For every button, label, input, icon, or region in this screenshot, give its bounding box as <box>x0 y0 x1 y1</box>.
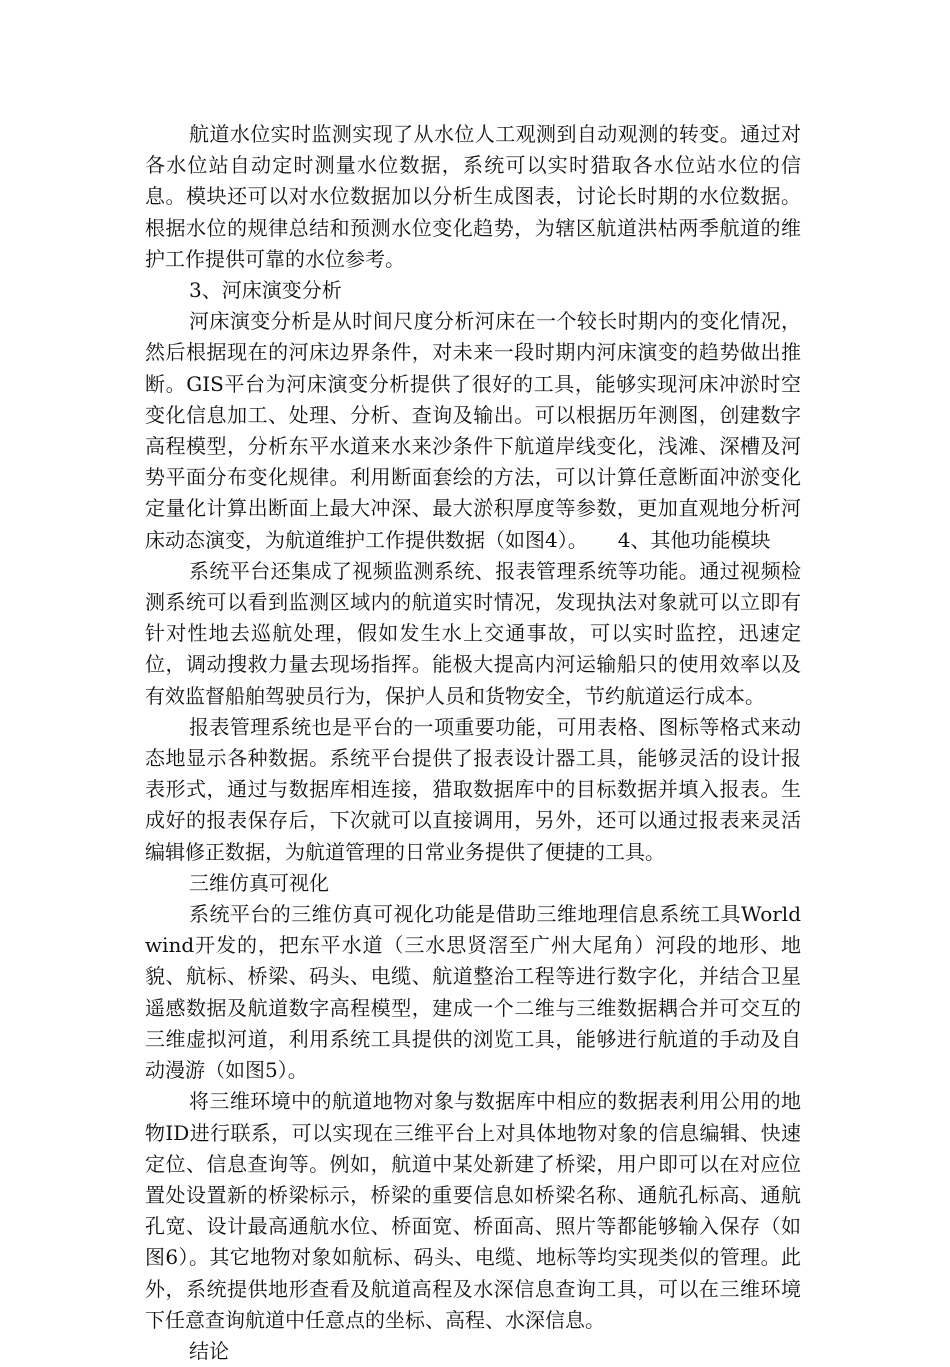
paragraph-video-monitoring: 系统平台还集成了视频监测系统、报表管理系统等功能。通过视频检测系统可以看到监测区域内的航道实时情况，发现执法对象就可以立即有针对性地去巡航处理，假如发生水上交通事故，可以实时监控，迅速定位，调动搜救力量去现场指挥。能极大提高内河运输船只的使用效率以及有效监督船舶驾驶员行为，保护人员和货物安全，节约航道运行成本。 <box>145 558 801 708</box>
document-body <box>145 119 801 1367</box>
paragraph-object-linking: 将三维环境中的航道地物对象与数据库中相应的数据表利用公用的地物ID进行联系，可以实现在三维平台上对具体地物对象的信息编辑、快速定位、信息查询等。例如，航道中某处新建了桥梁，用户即可以在对应位置处设置新的桥梁标示，桥梁的重要信息如桥梁名称、通航孔标高、通航孔宽、设计最高通航水位、桥面宽、桥面高、照片等都能够输入保存（如图6）。其它地物对象如航标、码头、电缆、地标等均实现类似的管理。此外，系统提供地形查看及航道高程及水深信息查询工具，可以在三维环境下任意查询航道中任意点的坐标、高程、水深信息。 <box>145 1089 801 1332</box>
section-heading-3d-visualization: 三维仿真可视化 <box>189 870 329 895</box>
section-heading-conclusion: 结论 <box>189 1338 229 1363</box>
paragraph-3d-simulation: 系统平台的三维仿真可视化功能是借助三维地理信息系统工具World wind开发的，把东平水道（三水思贤滘至广州大尾角）河段的地形、地貌、航标、桥梁、码头、电缆、航道整治工程等进行数字化，并结合卫星遥感数据及航道数字高程模型，建成一个二维与三维数据耦合并可交互的三维虚拟河道，利用系统工具提供的浏览工具，能够进行航道的手动及自动漫游（如图5）。 <box>145 902 801 1083</box>
paragraph-riverbed-analysis: 河床演变分析是从时间尺度分析河床在一个较长时期内的变化情况，然后根据现在的河床边界条件，对未来一段时期内河床演变的趋势做出推断。GIS平台为河床演变分析提供了很好的工具，能够实现河床冲淤时空变化信息加工、处理、分析、查询及输出。可以根据历年测图，创建数字高程模型，分析东平水道来水来沙条件下航道岸线变化，浅滩、深槽及河势平面分布变化规律。利用断面套绘的方法，可以计算任意断面冲淤变化定量化计算出断面上最大冲深、最大淤积厚度等参数，更加直观地分析河床动态演变，为航道维护工作提供数据（如图4）。 4、其他功能模块 <box>145 309 801 552</box>
paragraph-water-level: 航道水位实时监测实现了从水位人工观测到自动观测的转变。通过对各水位站自动定时测量水位数据，系统可以实时猎取各水位站水位的信息。模块还可以对水位数据加以分析生成图表，讨论长时期的水位数据。根据水位的规律总结和预测水位变化趋势，为辖区航道洪枯两季航道的维护工作提供可靠的水位参考。 <box>145 122 801 271</box>
section-heading-riverbed: 3、河床演变分析 <box>189 278 342 303</box>
paragraph-report-management: 报表管理系统也是平台的一项重要功能，可用表格、图标等格式来动态地显示各种数据。系统平台提供了报表设计器工具，能够灵活的设计报表形式，通过与数据库相连接，猎取数据库中的目标数据并填入报表。生成好的报表保存后，下次就可以直接调用，另外，还可以通过报表来灵活编辑修正数据，为航道管理的日常业务提供了便捷的工具。 <box>145 714 801 864</box>
